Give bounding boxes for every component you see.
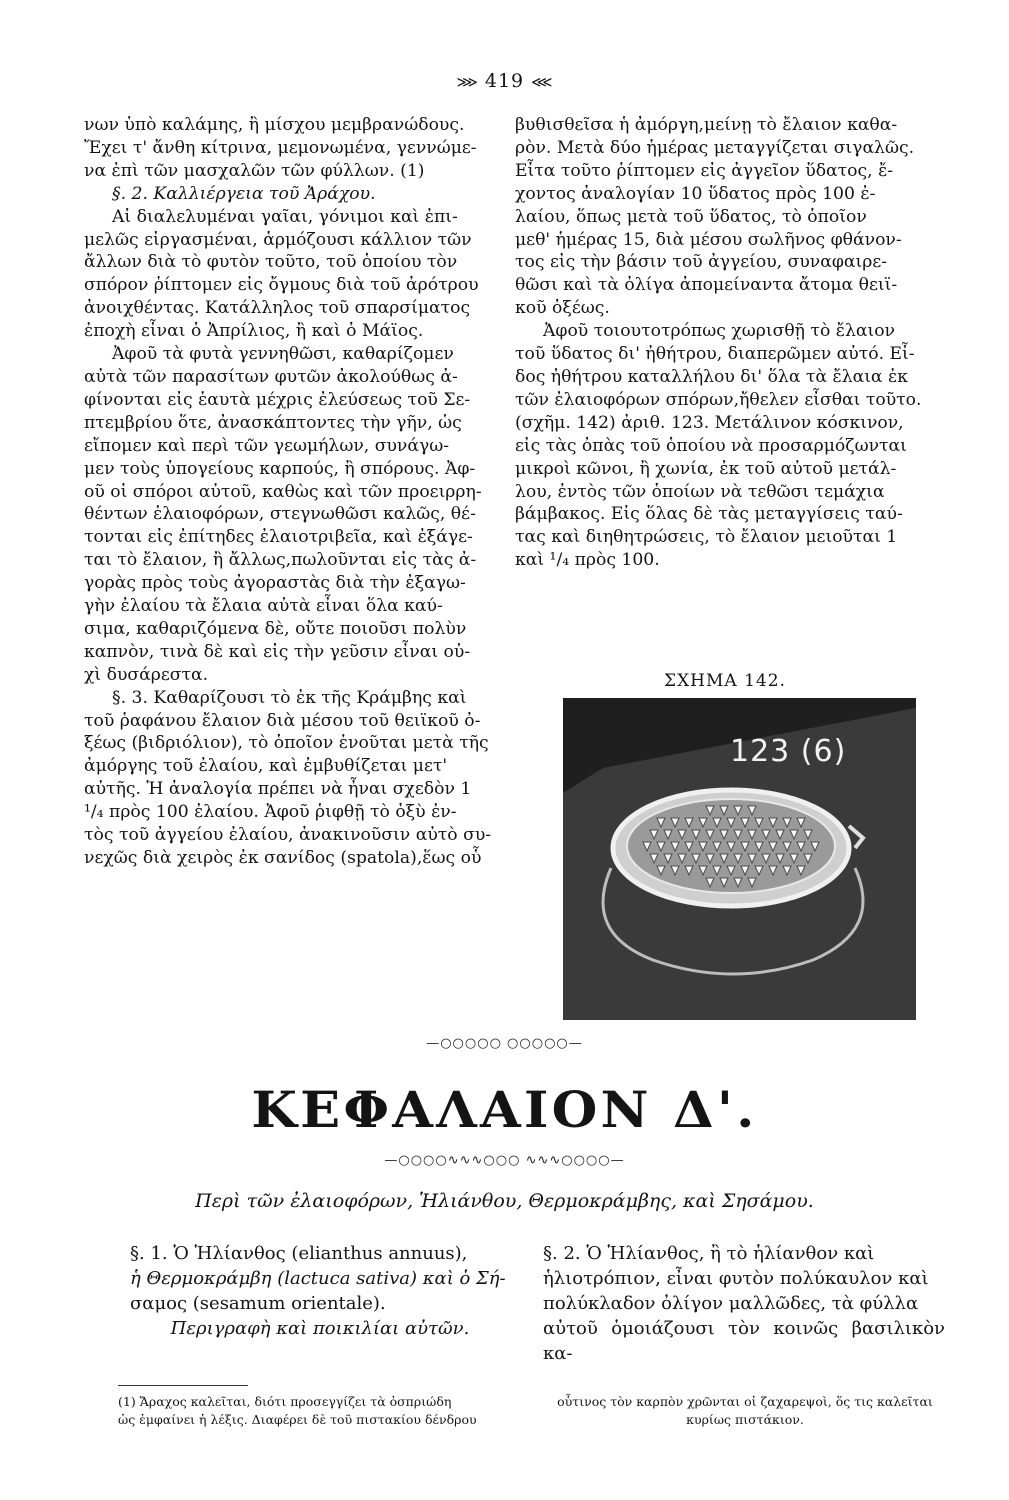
bottom-left-column — [130, 1241, 510, 1341]
footnote-line: οὗτινος τὸν καρπὸν χρῶνται οἱ ζαχαρεψοὶ, ὅς τις καλεῖται — [557, 1394, 933, 1409]
text-line: πτεμβρίου ὅτε, ἀνασκάπτοντες τὴν γῆν, ὡς — [84, 412, 462, 433]
text-line: καπνὸν, τινὰ δὲ καὶ εἰς τὴν γεῦσιν εἶναι οὐ- — [84, 641, 471, 662]
text-line: χοντος ἀναλογίαν 10 ὕδατος πρὸς 100 ἐ- — [515, 183, 876, 204]
text-line: Ἀφοῦ τὰ φυτὰ γεννηθῶσι, καθαρίζομεν — [112, 344, 454, 365]
text-line: θῶσι καὶ τὰ ὀλίγα ἀπομείναντα ἄτομα θειϊ- — [515, 275, 898, 296]
text-line: αὐτῆς. Ἡ ἀναλογία πρέπει νὰ ἦναι σχεδὸν 1 — [84, 779, 472, 800]
text-line: γορὰς πρὸς τοὺς ἀγοραστὰς διὰ τὴν ἐξαγω- — [84, 573, 466, 594]
page-number: 419 — [484, 70, 525, 92]
text-line: τος εἰς τὴν βάσιν τοῦ ἀγγείου, συναφαιρε- — [515, 252, 888, 273]
text-line: (σχῆμ. 142) ἀριθ. 123. Μετάλινον κόσκινον, — [515, 412, 904, 433]
text-line: σιμα, καθαριζόμενα δὲ, οὔτε ποιοῦσι πολὺν — [84, 618, 467, 639]
text-line: βάμβακος. Εἰς ὅλας δὲ τὰς μεταγγίσεις ταύ- — [515, 504, 903, 525]
text-line: εἴπομεν καὶ περὶ τῶν γεωμήλων, συνάγω- — [84, 435, 450, 456]
text-line: Ἀφοῦ τοιουτοτρόπως χωρισθῇ τὸ ἔλαιον — [543, 321, 896, 342]
text-line: ἄλλων διὰ τὸ φυτὸν τοῦτο, τοῦ ὁποίου τὸν — [84, 252, 458, 273]
ornament-left: ⋙ — [456, 73, 478, 91]
text-line: ἐποχὴ εἶναι ὁ Ἀπρίλιος, ἢ καὶ ὁ Μάϊος. — [84, 321, 424, 342]
footnote-line: ὡς ἐμφαίνει ἡ λέξις. Διαφέρει δὲ τοῦ πιστακίου δένδρου — [118, 1412, 477, 1427]
left-column — [84, 114, 494, 870]
text-line: μικροὶ κῶνοι, ἢ χωνία, ἐκ τοῦ αὐτοῦ μετάλ- — [515, 458, 897, 479]
bottom-right-column — [543, 1241, 945, 1366]
text-line: τὸς τοῦ ἀγγείου ἐλαίου, ἀνακινοῦσιν αὐτὸ συ- — [84, 825, 492, 846]
ornament-right: ⋘ — [531, 73, 553, 91]
text-line: καὶ ¹/₄ πρὸς 100. — [515, 550, 660, 571]
footnote-line: (1) Ἄραχος καλεῖται, διότι προσεγγίζει τὰ ὀσπριώδη — [118, 1394, 452, 1409]
text-line: τοῦ ὕδατος δι' ἠθήτρου, διαπερῶμεν αὐτό. Εἶ- — [515, 344, 915, 365]
text-line: εἰς τὰς ὀπὰς τοῦ ὁποίου νὰ προσαρμόζωνται — [515, 435, 907, 456]
text-line: λου, ἐντὸς τῶν ὁποίων νὰ τεθῶσι τεμάχια — [515, 481, 885, 502]
text-line: σπόρον ῥίπτομεν εἰς ὄγμους διὰ τοῦ ἀρότρου — [84, 275, 479, 296]
text-line: θέντων ἐλαιοφόρων, στεγνωθῶσι καλῶς, θέ- — [84, 504, 476, 525]
figure-title: ΣΧΗΜΑ 142. — [664, 671, 786, 691]
text-line: ξέως (βιδριόλιον), τὸ ὁποῖον ἑνοῦται μετὰ τῆς — [84, 733, 489, 754]
text-line: οῦ οἱ σπόροι αὐτοῦ, καθὼς καὶ τῶν προειρρη- — [84, 481, 482, 502]
text-line: βυθισθεῖσα ἡ ἀμόργη,μείνῃ τὸ ἔλαιον καθα- — [515, 115, 898, 135]
text-line: αὐτὰ τῶν παρασίτων φυτῶν ἀκολούθως ἀ- — [84, 366, 458, 387]
text-line: δος ἠθήτρου καταλλήλου δι' ὅλα τὰ ἔλαια ἐκ — [515, 366, 908, 387]
text-line: §. 3. Καθαρίζουσι τὸ ἐκ τῆς Κράμβης καὶ — [112, 687, 467, 708]
right-column — [515, 114, 936, 572]
section-heading: §. 2. Καλλιέργεια τοῦ Ἀράχου. — [112, 183, 376, 204]
text-line: ἀνοιχθέντας. Κατάλληλος τοῦ σπαρσίματος — [84, 298, 471, 319]
text-line: τῶν ἐλαιοφόρων σπόρων,ἤθελεν εἶσθαι τοῦτο. — [515, 389, 922, 410]
text-line: να ἐπὶ τῶν μασχαλῶν τῶν φύλλων. (1) — [84, 160, 425, 181]
text-line: §. 1. Ὁ Ἡλίανθος (elianthus annuus), — [130, 1243, 468, 1264]
text-line: νεχῶς διὰ χειρὸς ἐκ σανίδος (spatola),ἕως οὗ — [84, 848, 482, 868]
text-line: λαίου, ὅπως μετὰ τοῦ ὕδατος, τὸ ὁποῖον — [515, 206, 867, 227]
text-line: Αἱ διαλελυμέναι γαῖαι, γόνιμοι καὶ ἐπι- — [112, 206, 458, 227]
text-line: ἡ Θερμοκράμβη (lactuca sativa) καὶ ὁ Σή- — [130, 1268, 506, 1289]
text-line: Εἶτα τοῦτο ῥίπτομεν εἰς ἀγγεῖον ὕδατος, ἔ- — [515, 160, 894, 181]
footnote-right — [540, 1393, 950, 1429]
text-line: τοῦ ῥαφάνου ἔλαιον διὰ μέσου τοῦ θειϊκοῦ ὀ- — [84, 710, 481, 731]
text-line: ἀμόργης τοῦ ἐλαίου, καὶ ἐμβυθίζεται μετ' — [84, 756, 448, 777]
text-line: ἡλιοτρόπιον, εἶναι φυτὸν πολύκαυλον καὶ — [543, 1268, 929, 1289]
text-line: ται τὸ ἔλαιον, ἢ ἄλλως,πωλοῦνται εἰς τὰς ἀ- — [84, 550, 477, 571]
text-line: §. 2. Ὁ Ἡλίανθος, ἢ τὸ ἡλίανθον καὶ — [543, 1243, 875, 1264]
text-line: ¹/₄ πρὸς 100 ἐλαίου. Ἀφοῦ ῥιφθῇ τὸ ὀξὺ ἐν- — [84, 802, 457, 823]
footnote-line: κυρίως πιστάκιον. — [686, 1412, 804, 1427]
text-line: κοῦ ὀξέως. — [515, 298, 610, 319]
text-line: μεθ' ἡμέρας 15, διὰ μέσου σωλῆνος φθάνον- — [515, 229, 902, 250]
text-line: σαμος (sesamum orientale). — [130, 1293, 386, 1314]
chapter-title: ΚΕΦΑΛΑΙΟΝ Δ'. — [251, 1080, 758, 1139]
text-line: μεν τοὺς ὑπογείους καρπούς, ἢ σπόρους. Ἀφ- — [84, 458, 476, 479]
text-line: τονται εἰς ἐπίτηδες ἐλαιοτριβεῖα, καὶ ἐξάγε- — [84, 527, 473, 548]
footnote-rule — [118, 1385, 248, 1386]
text-line: αὐτοῦ ὁμοιάζουσι τὸν κοινῶς βασιλικὸν κα- — [543, 1318, 945, 1364]
divider-top: —○○○○○ ○○○○○— — [426, 1036, 583, 1051]
text-line: Ἔχει τ' ἄνθη κίτρινα, μεμονωμένα, γεννώμε- — [84, 137, 477, 158]
text-line: τας καὶ διηθητρώσεις, τὸ ἔλαιον μειοῦται 1 — [515, 527, 898, 548]
text-line: πολύκλαδον ὀλίγον μαλλῶδες, τὰ φύλλα — [543, 1293, 919, 1314]
footnote-left — [118, 1393, 508, 1429]
section-heading: Περιγραφὴ καὶ ποικιλίαι αὐτῶν. — [170, 1318, 470, 1339]
page-number-line — [0, 70, 1009, 92]
text-line: μελῶς εἰργασμέναι, ἁρμόζουσι κάλλιον τῶν — [84, 229, 472, 250]
text-line: γὴν ἐλαίου τὰ ἔλαια αὐτὰ εἶναι ὅλα καύ- — [84, 596, 443, 617]
text-line: νων ὑπὸ καλάμης, ἢ μίσχου μεμβρανώδους. — [84, 115, 465, 135]
text-line: χὶ δυσάρεστα. — [84, 664, 209, 685]
divider-bottom: —○○○○∿∿∿○○○ ∿∿∿○○○○— — [384, 1153, 625, 1168]
text-line: φίνονται εἰς ἑαυτὰ μέχρις ἐλεύσεως τοῦ Σε- — [84, 389, 471, 410]
chapter-subtitle: Περὶ τῶν ἐλαιοφόρων, Ἡλιάνθου, Θερμοκράμβης, καὶ Σησάμου. — [195, 1190, 814, 1212]
text-line: ρὸν. Μετὰ δύο ἡμέρας μεταγγίζεται σιγαλῶς. — [515, 137, 915, 158]
figure-number-label: 123 (6) — [730, 734, 847, 769]
